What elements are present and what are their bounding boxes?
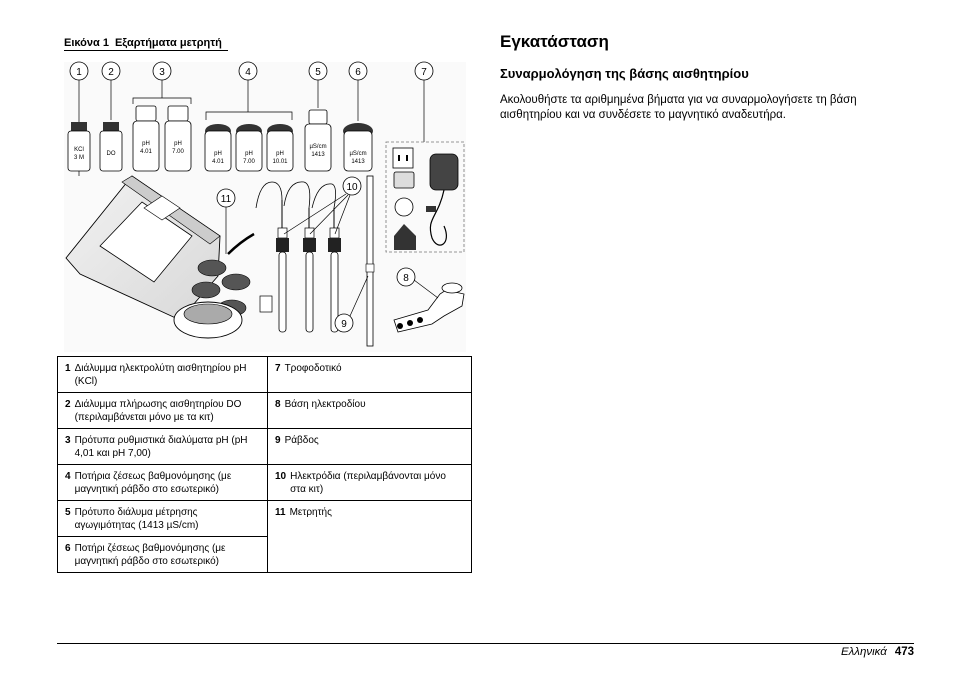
legend-cell xyxy=(268,429,472,465)
svg-text:1413: 1413 xyxy=(351,159,365,165)
bottle-do xyxy=(100,122,122,171)
rod xyxy=(366,176,374,346)
legend-cell xyxy=(268,501,472,573)
legend-text: Βάση ηλεκτροδίου xyxy=(284,399,366,410)
footer-rule xyxy=(57,643,914,644)
svg-text:11: 11 xyxy=(220,194,232,205)
beaker-ph401 xyxy=(205,124,231,171)
legend-number: 11 xyxy=(275,507,286,518)
footer-language: Ελληνικά xyxy=(840,646,887,658)
svg-text:8: 8 xyxy=(403,273,409,284)
svg-text:5: 5 xyxy=(315,67,321,78)
meter-components-illustration xyxy=(60,58,470,356)
legend-text: Τροφοδοτικό xyxy=(284,363,342,374)
legend-text: Διάλυμμα ηλεκτρολύτη αισθητηρίου pH (KCl) xyxy=(74,363,247,387)
svg-text:pH: pH xyxy=(214,151,222,157)
svg-text:3 M: 3 M xyxy=(73,155,85,161)
legend-number: 9 xyxy=(275,435,281,446)
legend-text: Μετρητής xyxy=(289,507,332,518)
svg-text:1413: 1413 xyxy=(311,152,325,158)
legend-number: 5 xyxy=(65,507,71,518)
svg-text:7.00: 7.00 xyxy=(172,149,184,155)
legend-row xyxy=(58,429,472,465)
legend-text: Πρότυπο διάλυμα μέτρησης αγωγιμότητας (1413 µS/cm) xyxy=(74,507,199,531)
legend-row xyxy=(58,357,472,393)
svg-text:DO: DO xyxy=(106,151,116,157)
svg-text:7.00: 7.00 xyxy=(243,159,255,165)
legend-number: 4 xyxy=(65,471,71,482)
svg-text:pH: pH xyxy=(276,151,284,157)
beaker-ph1001 xyxy=(267,124,293,171)
legend-cell xyxy=(58,465,268,501)
legend-cell xyxy=(58,537,268,573)
svg-text:µS/cm: µS/cm xyxy=(349,151,367,157)
svg-text:4.01: 4.01 xyxy=(140,149,152,155)
legend-cell xyxy=(268,393,472,429)
svg-text:7: 7 xyxy=(421,67,427,78)
page-number: 473 xyxy=(894,646,914,658)
svg-text:6: 6 xyxy=(355,67,361,78)
legend-cell xyxy=(58,501,268,537)
svg-text:KCl: KCl xyxy=(74,147,84,153)
svg-text:4.01: 4.01 xyxy=(212,159,224,165)
svg-text:µS/cm: µS/cm xyxy=(309,144,327,150)
figure-legend-table xyxy=(57,356,472,573)
legend-text: Ποτήρι ζέσεως βαθμονόμησης (με μαγνητική ράβδο στο εσωτερικό) xyxy=(74,543,226,567)
legend-number: 10 xyxy=(275,471,287,482)
legend-cell xyxy=(268,465,472,501)
svg-text:pH: pH xyxy=(174,141,182,147)
svg-text:9: 9 xyxy=(341,319,347,330)
legend-cell xyxy=(58,357,268,393)
legend-row xyxy=(58,501,472,537)
figure-caption xyxy=(64,37,228,51)
legend-row xyxy=(58,465,472,501)
legend-text: Ηλεκτρόδια (περιλαμβάνονται μόνο στα κιτ) xyxy=(290,471,446,495)
legend-text: Ποτήρια ζέσεως βαθμονόμησης (με μαγνητική ράβδο στο εσωτερικό) xyxy=(74,471,232,495)
figure-title: Εξαρτήματα μετρητή xyxy=(114,37,222,49)
bottle-ph700 xyxy=(165,106,191,171)
bottle-kcl xyxy=(68,122,90,171)
legend-number: 3 xyxy=(65,435,71,446)
legend-number: 8 xyxy=(275,399,281,410)
legend-number: 7 xyxy=(275,363,281,374)
legend-text: Ράβδος xyxy=(284,435,319,446)
figure-label: Εικόνα 1 xyxy=(64,37,109,49)
legend-text: Πρότυπα ρυθμιστικά διαλύματα pH (pH 4,01 και pH 7,00) xyxy=(74,435,248,459)
svg-text:pH: pH xyxy=(245,151,253,157)
svg-text:pH: pH xyxy=(142,141,150,147)
beaker-conductivity xyxy=(343,123,373,171)
legend-text: Διάλυμμα πλήρωσης αισθητηρίου DO (περιλαμβάνεται μόνο με τα κιτ) xyxy=(74,399,242,423)
svg-text:2: 2 xyxy=(108,67,114,78)
section-title: Εγκατάσταση xyxy=(500,32,609,51)
bottle-conductivity xyxy=(305,110,331,171)
legend-cell xyxy=(58,393,268,429)
beaker-ph700 xyxy=(236,124,262,171)
svg-text:3: 3 xyxy=(159,67,165,78)
svg-text:10.01: 10.01 xyxy=(272,159,288,165)
bottle-ph401 xyxy=(133,106,159,171)
legend-number: 2 xyxy=(65,399,71,410)
legend-number: 1 xyxy=(65,363,71,374)
legend-cell xyxy=(58,429,268,465)
svg-text:1: 1 xyxy=(76,67,82,78)
svg-text:4: 4 xyxy=(245,67,251,78)
legend-number: 6 xyxy=(65,543,71,554)
section-paragraph: Ακολουθήστε τα αριθμημένα βήματα για να συναρμολογήσετε τη βάση αισθητηρίου και να συνδέσετε το μαγνητικό αναδευτήρα. xyxy=(500,94,857,121)
svg-text:10: 10 xyxy=(346,182,358,193)
legend-cell xyxy=(268,357,472,393)
section-subtitle: Συναρμολόγηση της βάσης αισθητηρίου xyxy=(500,66,749,81)
page-footer xyxy=(841,646,914,658)
legend-row xyxy=(58,393,472,429)
